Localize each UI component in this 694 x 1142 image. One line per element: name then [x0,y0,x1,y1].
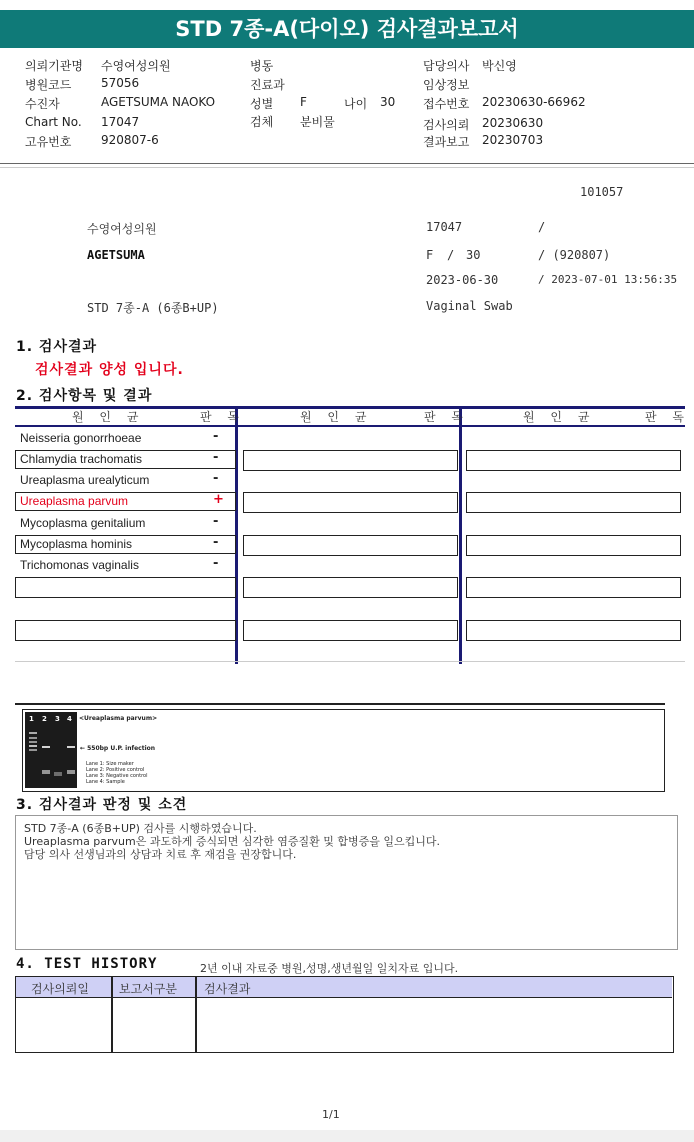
pathogen-result: - [213,556,219,571]
specimen-label: 검체 [250,115,274,129]
receipt-label: 접수번호 [423,97,470,111]
gel-legend-2: Lane 2: Positive control [86,767,145,773]
sex-label: 성별 [250,97,274,111]
empty-result-box [243,535,458,556]
sex-value: F [300,95,307,109]
history-note: 2년 이내 자료중 병원,성명,생년월일 일치자료 입니다. [200,962,459,975]
empty-result-box [15,577,236,598]
empty-result-box [15,620,236,641]
gel-lane-2: 2 [42,715,47,723]
hospital-label: 의뢰기관명 [25,59,83,73]
ward-label: 병동 [250,59,274,73]
col1-pathogen-header: 원 인 균 [72,410,145,424]
history-col-request-date: 검사의뢰일 [31,982,89,996]
receipt-value: 20230630-66962 [482,95,586,109]
empty-result-box [243,492,458,513]
gel-lane-1: 1 [29,715,34,723]
collection-date: 2023-06-30 [426,273,499,287]
section3-title: 3. 검사결과 판정 및 소견 [16,797,188,813]
col3-pathogen-header: 원 인 균 [523,410,596,424]
pathogen-result: - [213,535,219,550]
chart-slash: / [538,220,546,234]
history-col-divider-1 [111,976,113,1053]
gel-legend-1: Lane 1: Size maker [86,761,134,767]
request-value: 20230630 [482,116,544,130]
history-col-divider-2 [195,976,197,1053]
uid-label: 고유번호 [25,135,72,149]
gel-image [25,712,77,788]
patient-value: AGETSUMA NAOKO [101,95,216,109]
clinic-name: 수영여성의원 [87,222,157,236]
sex-age-slash: / [447,248,455,262]
gel-lane-4: 4 [67,715,72,723]
report-id: 101057 [580,185,624,199]
pathogen-name: Mycoplasma hominis [20,537,133,551]
report-datetime: / 2023-07-01 13:56:35 [538,273,678,286]
result-date-value: 20230703 [482,133,544,147]
gel-title: <Ureaplasma parvum> [79,715,158,722]
opinion-line-1: STD 7종-A (6종B+UP) 검사를 시행하였습니다. [24,822,257,835]
section2-title: 2. 검사항목 및 결과 [16,388,153,404]
uid-value: 920807-6 [101,133,159,147]
chart-label: Chart No. [25,115,82,129]
pathogen-result: - [213,450,219,465]
empty-result-box [466,620,681,641]
opinion-line-3: 담당 의사 선생님과의 상담과 치료 후 재검을 권장합니다. [24,848,297,861]
header-divider [0,163,694,164]
patient-age: 30 [466,248,481,262]
history-col-report-type: 보고서구분 [119,982,177,996]
report-title: STD 7종-A(다이오) 검사결과보고서 [0,10,694,48]
code-value: 57056 [101,76,140,90]
section1-title: 1. 검사결과 [16,339,98,355]
doctor-value: 박신영 [482,59,517,73]
pathogen-name: Ureaplasma urealyticum [20,473,150,487]
header-divider-light [0,167,694,168]
chart-value: 17047 [101,115,140,129]
code-label: 병원코드 [25,78,72,92]
pathogen-name: Mycoplasma genitalium [20,516,146,530]
page-number: 1/1 [322,1108,340,1121]
patient-birth: / (920807) [538,248,611,262]
empty-result-box [466,535,681,556]
col2-pathogen-header: 원 인 균 [300,410,373,424]
empty-result-box [466,492,681,513]
table-bottom-rule [15,661,685,662]
empty-result-box [243,450,458,471]
pathogen-result: - [213,514,219,529]
pathogen-name: Chlamydia trachomatis [20,452,143,466]
empty-result-box [466,450,681,471]
patient-name: AGETSUMA [87,248,145,262]
col3-result-header: 판 독 [645,410,690,424]
gel-lane-3: 3 [55,715,60,723]
table-header-rule [15,425,685,427]
empty-result-box [243,620,458,641]
result-date-label: 결과보고 [423,135,470,149]
empty-result-box [243,577,458,598]
gel-legend-4: Lane 4: Sample [86,779,125,785]
clinical-label: 임상정보 [423,78,470,92]
patient-label: 수진자 [25,97,60,111]
chart-number: 17047 [426,220,463,234]
positive-result: 검사결과 양성 입니다. [35,362,184,378]
pathogen-name: Ureaplasma parvum [20,494,129,508]
history-col-result: 검사결과 [204,982,251,996]
column-divider-2 [459,406,462,664]
hospital-value: 수영여성의원 [101,59,171,73]
doctor-label: 담당의사 [423,59,470,73]
section4-title: 4. TEST HISTORY [16,956,158,972]
pathogen-name: Neisseria gonorrhoeae [20,431,142,445]
dept-label: 진료과 [250,78,285,92]
col2-result-header: 판 독 [424,410,469,424]
footer-bar [0,1130,694,1142]
specimen-value: 분비물 [300,115,335,129]
specimen-type: Vaginal Swab [426,299,513,313]
pathogen-result: - [213,429,219,444]
age-value: 30 [380,95,396,109]
pathogen-result: + [213,492,224,507]
request-label: 검사의뢰 [423,118,470,132]
gel-lanes-graphic [25,712,77,788]
gel-legend-3: Lane 3: Negative control [86,773,148,779]
patient-sex: F [426,248,434,262]
pathogen-name: Trichomonas vaginalis [20,558,139,572]
gel-top-rule [15,703,665,705]
test-name: STD 7종-A (6종B+UP) [87,301,219,315]
empty-result-box [466,577,681,598]
age-label: 나이 [344,97,368,111]
opinion-line-2: Ureaplasma parvum은 과도하게 증식되면 심각한 염증질환 및 합병증을 일으킵니다. [24,835,440,848]
col1-result-header: 판 독 [200,410,245,424]
gel-band-label: ← 550bp U.P. infection [80,745,156,752]
pathogen-result: - [213,471,219,486]
history-header-row [16,977,672,998]
